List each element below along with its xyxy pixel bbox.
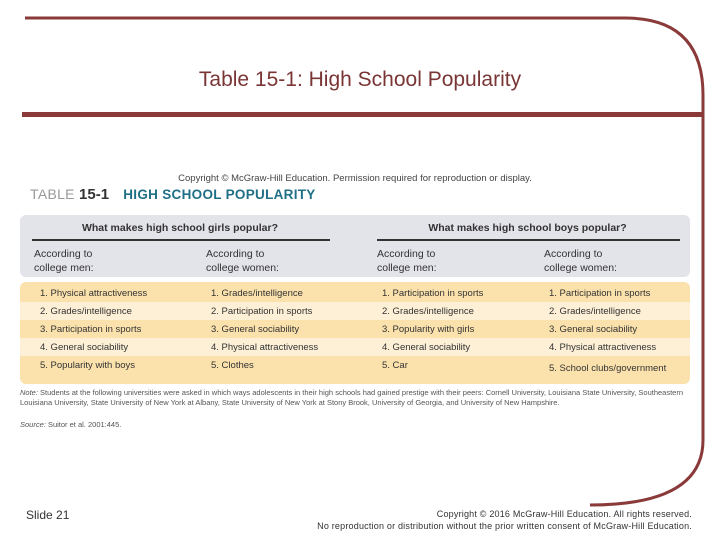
girls-question: What makes high school girls popular?: [81, 222, 279, 234]
column-header: According to college women:: [206, 248, 279, 274]
slide-copyright: Copyright © 2016 McGraw-Hill Education. All rights reserved. No reproduction or distribution without the prior written consent of McGraw-Hill Education.: [317, 509, 692, 531]
table-source: Source: Suitor et al. 2001:445.: [20, 420, 122, 429]
slide-title: Table 15-1: High School Popularity: [198, 68, 522, 91]
table-header: [20, 215, 690, 277]
column-header: According to college men:: [34, 248, 94, 274]
table-label: TABLE: [30, 186, 75, 202]
table-copyright: Copyright © McGraw-Hill Education. Permission required for reproduction or display.: [178, 173, 532, 184]
boys-question: What makes high school boys popular?: [428, 222, 627, 234]
table-row: 5. Popularity with boys 5. Clothes 5. Car 5. School clubs/government: [40, 360, 667, 374]
slide-number: Slide 21: [26, 508, 70, 522]
table-row: 3. Participation in sports 3. General sociability 3. Popularity with girls 3. General sociability: [40, 324, 638, 335]
table-name: HIGH SCHOOL POPULARITY: [123, 187, 316, 202]
column-header: According to college women:: [544, 248, 617, 274]
table-heading: [30, 186, 316, 203]
table-row: 1. Physical attractiveness 1. Grades/intelligence 1. Participation in sports 1. Participation in sports: [40, 288, 651, 299]
table-body: [20, 282, 690, 384]
divider: [377, 239, 680, 241]
table-number: 15-1: [79, 186, 110, 203]
table-row: 4. General sociability 4. Physical attractiveness 4. General sociability 4. Physical attractiveness: [20, 338, 690, 356]
table-row: 2. Grades/intelligence 2. Participation in sports 2. Grades/intelligence 2. Grades/intelligence: [20, 302, 690, 320]
column-header: According to college men:: [377, 248, 437, 274]
table-note: Note: Students at the following universities were asked in which ways adolescents in their high schools had gained prestige with their peers: Cornell University, Louisiana State University, Southeastern Louisiana University, State University of New York at Albany, State University of New York at Stony Brook, University of Georgia, and University of New Hampshire.: [20, 388, 684, 407]
divider: [32, 239, 330, 241]
